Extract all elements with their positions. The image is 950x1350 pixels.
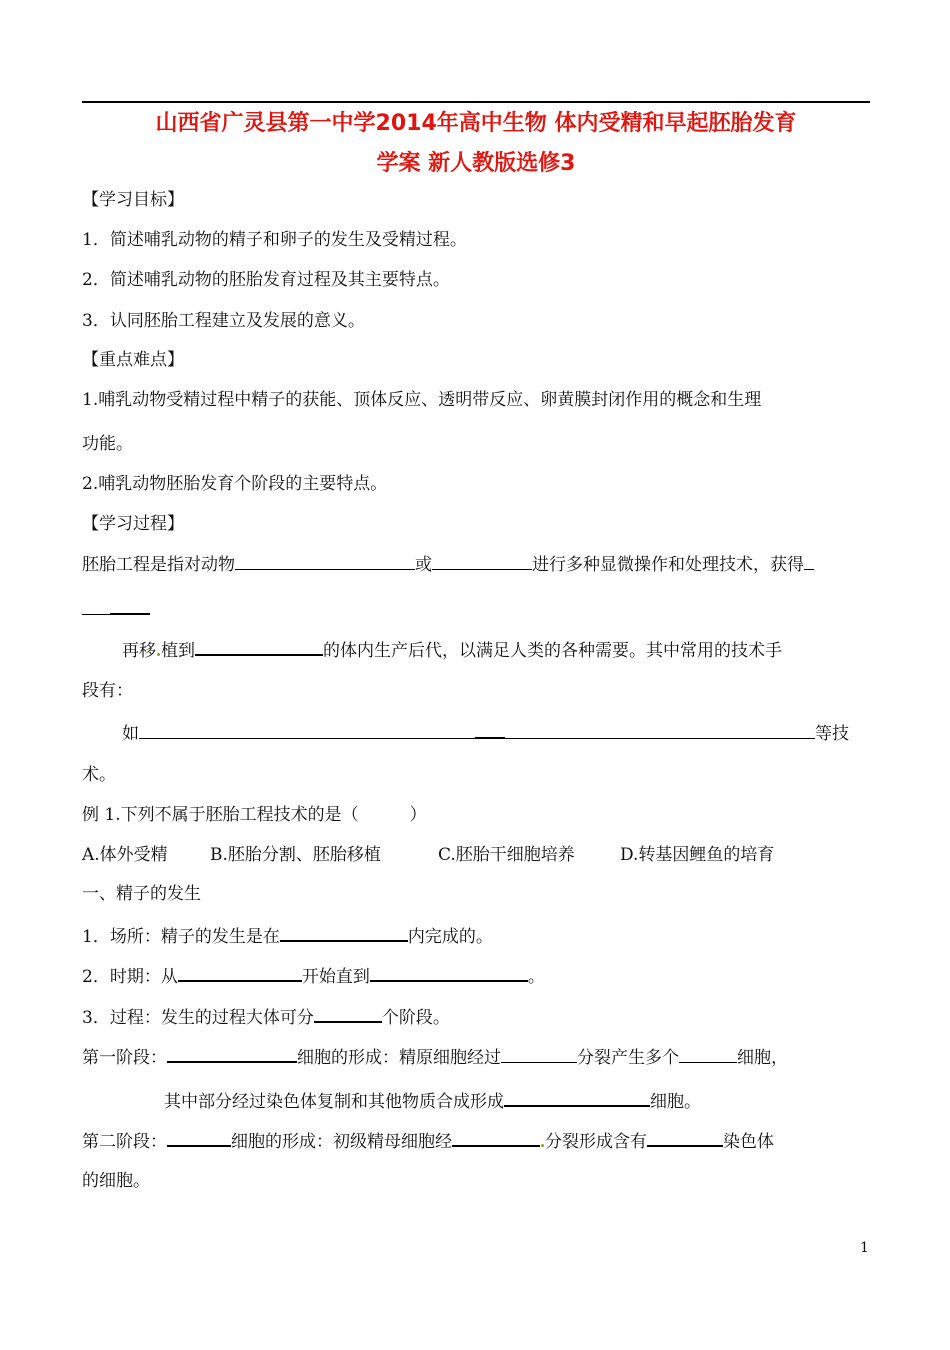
blank-5b[interactable] [475, 719, 505, 739]
blank-5a[interactable] [139, 720, 475, 739]
blank-16[interactable] [647, 1127, 723, 1147]
blank-12[interactable] [679, 1044, 737, 1063]
blank-15[interactable] [452, 1127, 540, 1147]
document-title [82, 104, 870, 184]
text: 第一阶段： [82, 1048, 167, 1068]
paragraph-blank-line [82, 595, 872, 622]
section-key-points: 【重点难点】 [82, 350, 184, 370]
option-a: A.体外受精 [82, 845, 168, 865]
option-c: C.胚胎干细胞培养 [438, 845, 575, 865]
blank-2[interactable] [432, 551, 532, 570]
text: 进行多种显微操作和处理技术，获得 [532, 555, 804, 575]
paragraph-line-1 [82, 551, 872, 577]
option-b: B.胚胎分割、胚胎移植 [210, 845, 381, 865]
key-point-1: 1.哺乳动物受精过程中精子的获能、顶体反应、透明带反应、卵黄膜封闭作用的概念和生理 [82, 390, 762, 410]
blank-5c[interactable] [505, 720, 815, 739]
text: 分裂产生多个 [577, 1048, 679, 1068]
blank-6[interactable] [280, 922, 408, 942]
option-d: D.转基因鲤鱼的培育 [620, 845, 775, 865]
title-line-1: 山西省广灵县第一中学2014年高中生物 体内受精和早起胚胎发育 [155, 111, 797, 136]
page-number: 1 [860, 1240, 869, 1256]
blank-8[interactable] [370, 962, 528, 982]
header-rule [82, 101, 870, 103]
goal-item-1: 1．简述哺乳动物的精子和卵子的发生及受精过程。 [82, 230, 467, 250]
text: 分裂形成含有 [545, 1132, 647, 1152]
key-point-2: 2.哺乳动物胚胎发育个阶段的主要特点。 [82, 474, 388, 494]
item-location [82, 922, 872, 949]
text: 胚胎工程是指对动物 [82, 555, 235, 575]
blank-10[interactable] [167, 1043, 297, 1063]
text: 3．过程：发生的过程大体可分 [82, 1008, 314, 1028]
text: 第二阶段： [82, 1132, 167, 1152]
example-question: 例 1.下列不属于胚胎工程技术的是（ ） [82, 805, 427, 825]
blank-7[interactable] [178, 962, 302, 982]
text: 染色体 [723, 1132, 774, 1152]
section-sperm-development: 一、精子的发生 [82, 884, 201, 904]
text: 内完成的。 [407, 927, 493, 947]
goal-item-3: 3．认同胚胎工程建立及发展的意义。 [82, 311, 365, 331]
text: 细胞的形成：精原细胞经过 [297, 1048, 501, 1068]
blank-3-cont-bold[interactable] [110, 595, 150, 615]
blank-13[interactable] [504, 1087, 650, 1107]
item-period [82, 962, 872, 989]
text: 植到 [161, 641, 195, 661]
text: 如 [122, 724, 139, 744]
text: 个阶段。 [381, 1008, 450, 1028]
blank-4[interactable] [195, 636, 323, 656]
stage-1 [82, 1043, 872, 1070]
text: 或 [415, 555, 432, 575]
example-options [82, 843, 872, 867]
section-learning-goals: 【学习目标】 [82, 190, 184, 210]
paragraph-line-3: 段有： [82, 681, 133, 701]
text: 开始直到 [301, 967, 370, 987]
dot-mark [157, 653, 160, 656]
text: 的体内生产后代，以满足人类的各种需要。其中常用的技术手 [323, 641, 782, 661]
text: 细胞的形成：初级精母细胞经 [231, 1132, 452, 1152]
blank-9[interactable] [314, 1003, 382, 1023]
text: 等技 [815, 724, 849, 744]
item-process [82, 1003, 872, 1030]
dot-mark [541, 1144, 544, 1147]
stage-2-cont: 的细胞。 [82, 1171, 150, 1191]
blank-1[interactable] [235, 551, 415, 570]
goal-item-2: 2．简述哺乳动物的胚胎发育过程及其主要特点。 [82, 270, 450, 290]
section-learning-process: 【学习过程】 [82, 514, 184, 534]
text: 细胞。 [650, 1092, 701, 1112]
text: 1．场所：精子的发生是在 [82, 927, 280, 947]
stage-1-cont [82, 1087, 872, 1114]
text: 细胞， [737, 1048, 788, 1068]
paragraph-line-2 [82, 636, 872, 663]
text: 再移 [122, 641, 156, 661]
title-line-2: 学案 新人教版选修3 [376, 151, 576, 176]
blank-11[interactable] [501, 1044, 577, 1063]
paragraph-line-4 [82, 719, 872, 746]
blank-3[interactable] [804, 551, 814, 570]
text: 2．时期：从 [82, 967, 178, 987]
blank-3-cont[interactable] [82, 596, 110, 615]
stage-2 [82, 1127, 872, 1154]
paragraph-line-5: 术。 [82, 765, 116, 785]
text: 其中部分经过染色体复制和其他物质合成形成 [164, 1092, 504, 1112]
text: 。 [527, 967, 545, 987]
key-point-1-cont: 功能。 [82, 434, 133, 454]
blank-14[interactable] [167, 1127, 231, 1147]
